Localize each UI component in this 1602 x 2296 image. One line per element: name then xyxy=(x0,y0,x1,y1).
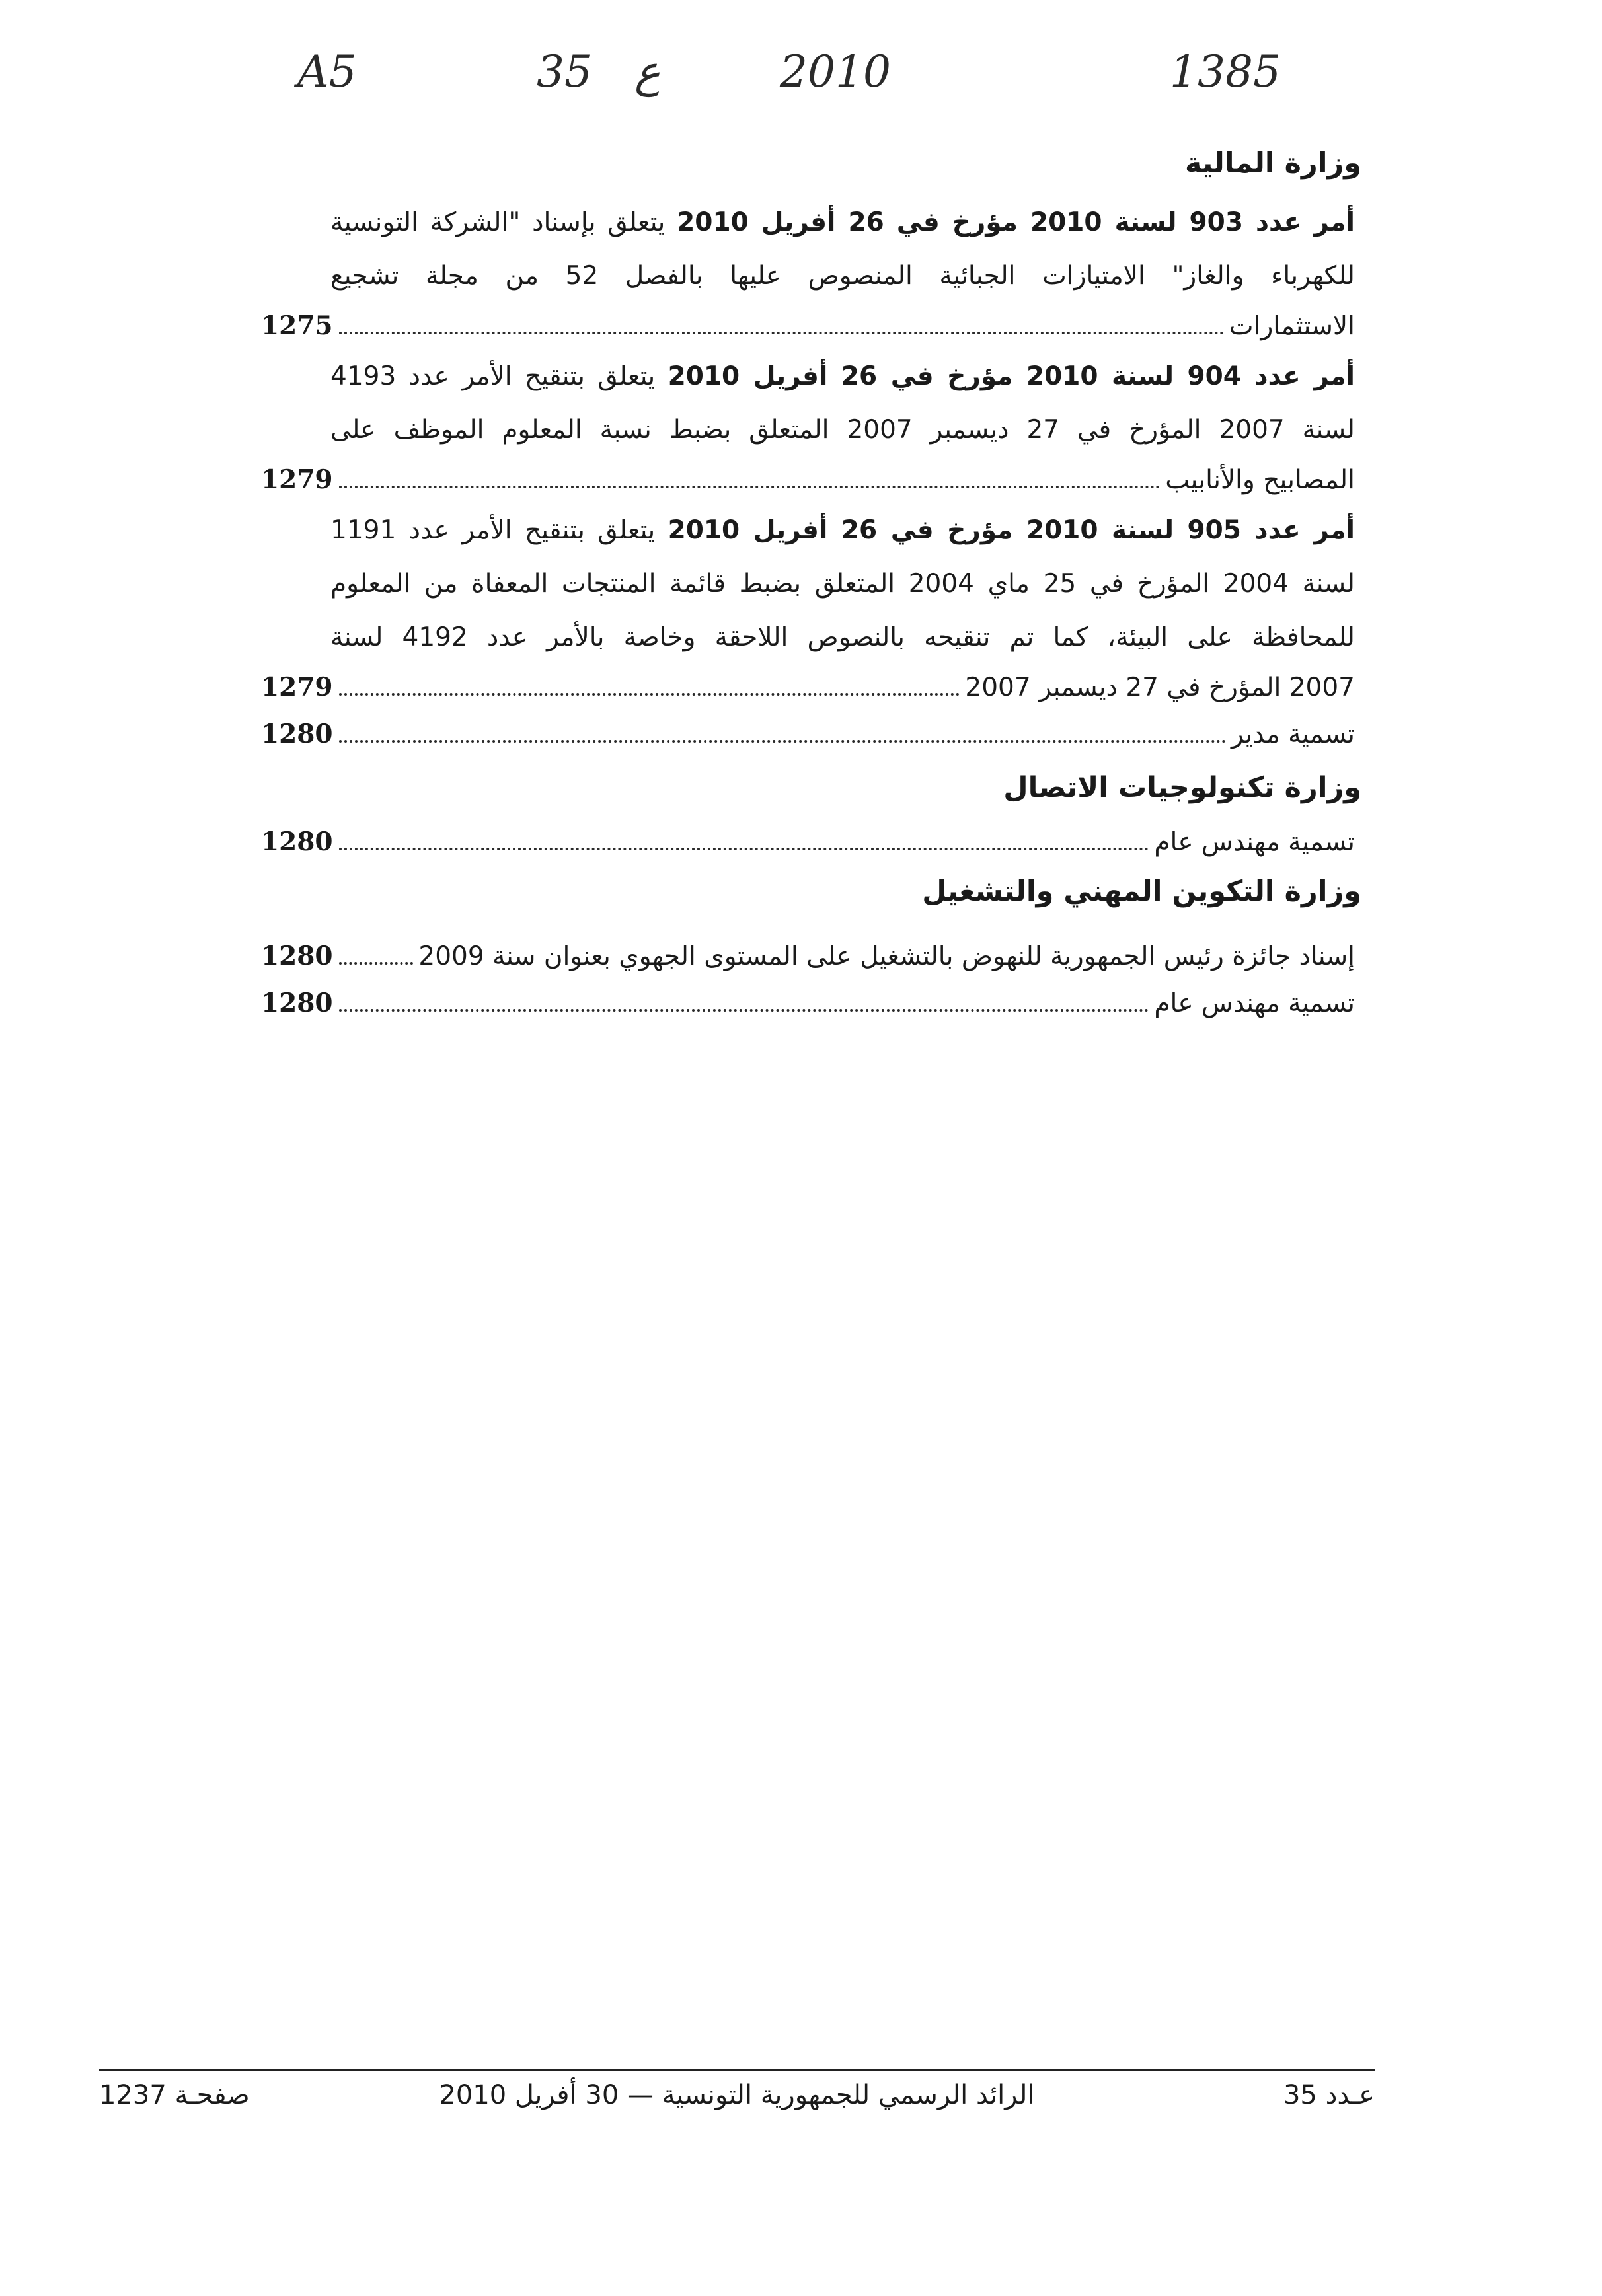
page-footer xyxy=(99,2080,1375,2126)
toc-entry xyxy=(261,503,1361,711)
toc-leader-row xyxy=(261,819,1355,866)
decree-reference: أمر عدد 905 لسنة 2010 مؤرخ في 26 أفريل 2010 xyxy=(668,515,1355,545)
entry-page-number: 1275 xyxy=(261,311,333,341)
entry-title: تسمية مدير xyxy=(1231,720,1355,749)
entry-title: تسمية مهندس عام xyxy=(1154,827,1355,857)
handwritten-note-5: 1385 xyxy=(1170,46,1281,97)
dot-leader xyxy=(339,962,413,965)
footer-divider xyxy=(99,2069,1375,2071)
toc-leader-row xyxy=(261,980,1355,1027)
decree-reference: أمر عدد 904 لسنة 2010 مؤرخ في 26 أفريل 2010 xyxy=(668,361,1355,391)
handwritten-note-1: A5 xyxy=(297,46,357,97)
toc-leader-row xyxy=(261,933,1355,980)
page-number: صفحـة 1237 xyxy=(99,2080,250,2110)
entry-title: تسمية مهندس عام xyxy=(1154,988,1355,1018)
entry-page-number: 1280 xyxy=(261,941,333,971)
entry-text: يتعلق بتنقيح الأمر عدد 4193 xyxy=(330,361,668,391)
toc-entry xyxy=(261,933,1355,980)
entry-text: للكهرباء والغاز" الامتيازات الجبائية المنصوص عليها بالفصل 52 من مجلة تشجيع xyxy=(330,261,1355,291)
entry-page-number: 1280 xyxy=(261,988,333,1018)
entry-text-line xyxy=(330,503,1355,557)
ministry-heading: وزارة التكوين المهني والتشغيل xyxy=(922,875,1361,908)
entry-text: يتعلق بإسناد "الشركة التونسية xyxy=(330,207,677,237)
ministry-heading: وزارة المالية xyxy=(1185,147,1361,180)
ministry-heading: وزارة تكنولوجيات الاتصال xyxy=(1003,771,1361,804)
table-of-contents xyxy=(261,144,1361,1027)
entry-text-line xyxy=(330,350,1355,403)
toc-leader-row xyxy=(261,457,1355,503)
toc-entry xyxy=(261,819,1355,866)
dot-leader xyxy=(339,486,1160,488)
entry-title: إسناد جائزة رئيس الجمهورية للنهوض بالتشغيل على المستوى الجهوي بعنوان سنة 2009 xyxy=(418,942,1355,971)
entry-text-line xyxy=(330,196,1355,249)
entry-page-number: 1279 xyxy=(261,464,333,495)
toc-entry xyxy=(261,980,1355,1027)
dot-leader xyxy=(339,332,1224,334)
toc-entry xyxy=(261,350,1361,503)
issue-number: عـدد 35 xyxy=(1283,2080,1375,2110)
dot-leader xyxy=(339,693,960,696)
toc-entry xyxy=(261,711,1355,758)
entry-text: لسنة 2007 المؤرخ في 27 ديسمبر 2007 المتعلق بضبط نسبة المعلوم الموظف على xyxy=(330,415,1355,445)
entry-text: للمحافظة على البيئة، كما تم تنقيحه بالنصوص اللاحقة وخاصة بالأمر عدد 4192 لسنة xyxy=(330,622,1355,652)
gazette-title: الرائد الرسمي للجمهورية التونسية — 30 أفريل 2010 xyxy=(439,2080,1035,2110)
decree-reference: أمر عدد 903 لسنة 2010 مؤرخ في 26 أفريل 2010 xyxy=(677,207,1355,237)
handwritten-note-3: ع xyxy=(634,46,661,97)
entry-text-line xyxy=(330,403,1355,457)
handwritten-note-2: 35 xyxy=(537,46,592,97)
toc-leader-row xyxy=(261,711,1355,758)
entry-text: يتعلق بتنقيح الأمر عدد 1191 xyxy=(330,515,668,545)
entry-text-line xyxy=(330,557,1355,611)
toc-leader-row xyxy=(261,664,1355,711)
entry-text-line xyxy=(330,611,1355,664)
toc-leader-row xyxy=(261,303,1355,350)
dot-leader xyxy=(339,740,1226,743)
dot-leader xyxy=(339,848,1149,850)
handwritten-note-4: 2010 xyxy=(780,46,891,97)
entry-page-number: 1279 xyxy=(261,672,333,702)
entry-page-number: 1280 xyxy=(261,719,333,749)
entry-title: 2007 المؤرخ في 27 ديسمبر 2007 xyxy=(965,673,1355,702)
entry-title: الاستثمارات xyxy=(1229,311,1355,341)
entry-title: المصابيح والأنابيب xyxy=(1165,465,1355,495)
entry-text-line xyxy=(330,249,1355,303)
entry-page-number: 1280 xyxy=(261,827,333,857)
toc-entry xyxy=(261,196,1361,350)
entry-text: لسنة 2004 المؤرخ في 25 ماي 2004 المتعلق بضبط قائمة المنتجات المعفاة من المعلوم xyxy=(330,569,1355,599)
dot-leader xyxy=(339,1009,1149,1012)
